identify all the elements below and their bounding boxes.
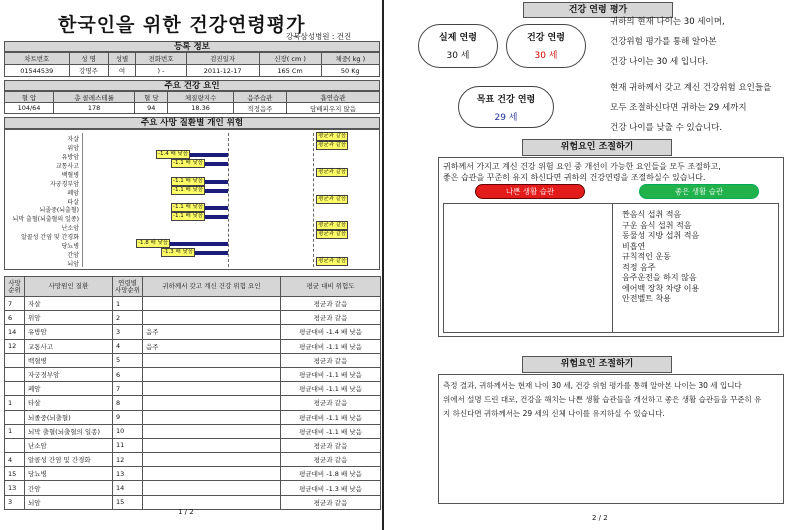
- mortality-cell: 13: [113, 467, 143, 481]
- mortality-column-header: 귀하께서 갖고 계신 건강 위험 요인: [143, 277, 281, 297]
- mortality-row: [5, 382, 381, 396]
- summary-line: 모두 조절하신다면 귀하는 29 세까지: [610, 103, 747, 113]
- mortality-cell: 간암: [25, 481, 113, 495]
- report-page-1: [0, 0, 384, 530]
- health-factor-value: 178: [54, 103, 135, 114]
- mortality-cell: [5, 382, 25, 396]
- health-factor-value: 적정음주: [233, 103, 286, 114]
- registration-value: 2011-12-17: [186, 65, 259, 77]
- mortality-cell: [143, 297, 281, 311]
- registration-value: ) -: [136, 65, 186, 77]
- good-habit-list: [622, 210, 699, 305]
- result-line: 측정 결과, 귀하께서는 현재 나이 30 세, 건강 위험 평가를 통해 알아본 나이는 30 세 입니다: [443, 381, 742, 390]
- chart-value-label: -1.1 배 낮음: [173, 177, 204, 184]
- chart-value-label: -1.1 배 낮음: [173, 213, 204, 220]
- chart-value-label: -1.4 배 낮음: [158, 150, 189, 157]
- mortality-cell: [143, 396, 281, 410]
- mortality-row: [5, 467, 381, 481]
- chart-disease-label: 자살: [67, 136, 79, 143]
- result-line: 지 하신다면 귀하께서는 29 세의 신체 나이를 유지하실 수 있습니다.: [443, 409, 665, 418]
- registration-column-header: 성 명: [69, 53, 108, 65]
- mortality-cell: 음주: [143, 339, 281, 353]
- registration-value: 여: [108, 65, 136, 77]
- chart-disease-label: 난소암: [61, 225, 79, 233]
- age-summary: [610, 12, 788, 72]
- mortality-cell: 평균과 같음: [281, 311, 381, 325]
- mortality-row: [5, 353, 381, 367]
- chart-value-label: 평균과 같음: [318, 231, 347, 238]
- mortality-cell: 평균대비 -1.3 배 낮음: [281, 481, 381, 495]
- good-habit-item: 비흡연: [622, 241, 646, 251]
- health-factors-header: 주요 건강 요인: [4, 80, 380, 91]
- mortality-cell: [143, 495, 281, 509]
- mortality-cell: 평균대비 -1.1 배 낮음: [281, 382, 381, 396]
- control-text-2: 좋은 습관을 꾸준히 유지 하신다면 귀하의 건강연령을 조절하실수 있습니다.: [443, 173, 706, 182]
- mortality-column-header: 사망원인 질환: [25, 277, 113, 297]
- mortality-cell: 자궁경부암: [25, 367, 113, 381]
- chart-disease-label: 당뇨병: [61, 243, 79, 251]
- registration-column-header: 성별: [108, 53, 136, 65]
- health-factor-header: 혈 당: [135, 92, 168, 103]
- mortality-cell: 교통사고: [25, 339, 113, 353]
- result-text: [443, 379, 781, 421]
- health-factor-value: 담배피우지 않음: [287, 103, 380, 114]
- mortality-cell: [143, 353, 281, 367]
- chart-value-label: 평균과 같음: [318, 141, 347, 148]
- summary-line: 귀하의 현재 나이는 30 세이며,: [610, 17, 725, 27]
- actual-age-label: 실제 연령: [439, 33, 477, 43]
- mortality-row: [5, 424, 381, 438]
- mortality-cell: 1: [5, 396, 25, 410]
- chart-disease-label: 교통사고: [55, 162, 79, 170]
- mortality-row: [5, 325, 381, 339]
- result-header: 위험요인 조절하기: [522, 356, 672, 373]
- mortality-cell: 평균과 같음: [281, 495, 381, 509]
- bad-habit-button[interactable]: 나쁜 생활 습관: [475, 184, 585, 199]
- mortality-cell: 15: [113, 495, 143, 509]
- mortality-cell: 4: [113, 339, 143, 353]
- chart-value-label: -1.3 배 낮음: [163, 249, 194, 256]
- health-age-label: 건강 연령: [527, 33, 565, 43]
- chart-disease-label: 위암: [67, 144, 79, 152]
- mortality-cell: [5, 438, 25, 452]
- mortality-cell: 평균대비 -1.1 배 낮음: [281, 410, 381, 424]
- chart-zero-line: [228, 133, 229, 267]
- health-factor-header: 흡연습관: [287, 92, 380, 103]
- registration-column-header: 신장( cm ): [259, 53, 321, 65]
- chart-disease-label: 뇌졸중(뇌출혈): [39, 207, 79, 215]
- mortality-cell: 평균대비 -1.1 배 낮음: [281, 367, 381, 381]
- mortality-cell: [143, 438, 281, 452]
- habit-columns: [443, 203, 779, 333]
- result-line: 위에서 설명 드린 대로, 건강을 해치는 나쁜 생활 습관들을 개선하고 좋은 생활 습관들을 꾸준히 유: [443, 395, 762, 404]
- mortality-column-header: 평균 대비 위험도: [281, 277, 381, 297]
- good-habit-item: 구운 음식 섭취 적음: [622, 220, 692, 230]
- risk-chart-plot: [82, 133, 347, 267]
- mortality-cell: [143, 410, 281, 424]
- good-habit-item: 적정 음주: [622, 262, 656, 272]
- chart-disease-label: 유방암: [61, 153, 79, 161]
- chart-value-label: 평균과 같음: [318, 222, 347, 229]
- registration-value: 50 Kg: [321, 65, 379, 77]
- mortality-row: [5, 339, 381, 353]
- mortality-cell: 알콜성 간염 및 간경화: [25, 453, 113, 467]
- chart-disease-label: 백혈병: [61, 171, 79, 179]
- registration-column-header: 검진일자: [186, 53, 259, 65]
- mortality-cell: 6: [5, 311, 25, 325]
- mortality-cell: [143, 311, 281, 325]
- health-factor-value: 18.36: [168, 103, 233, 114]
- chart-value-label: -1.1 배 낮음: [173, 186, 204, 193]
- mortality-cell: 14: [113, 481, 143, 495]
- target-age-value: 29 세: [494, 113, 518, 123]
- risk-chart-header: 주요 사망 질환별 개인 위험: [4, 117, 380, 129]
- mortality-cell: 14: [5, 325, 25, 339]
- mortality-cell: 뇌암: [25, 495, 113, 509]
- mortality-cell: 12: [113, 453, 143, 467]
- page-number-1: 1 / 2: [178, 508, 194, 516]
- report-page-2: [398, 0, 788, 530]
- mortality-row: [5, 396, 381, 410]
- mortality-cell: 자살: [25, 297, 113, 311]
- mortality-cell: 5: [113, 353, 143, 367]
- health-age-pill: [506, 24, 586, 68]
- mortality-cell: 평균과 같음: [281, 353, 381, 367]
- chart-value-label: 평균과 같음: [318, 133, 347, 139]
- risk-chart: [4, 129, 380, 270]
- chart-disease-label: 폐암: [67, 189, 79, 197]
- chart-value-label: 평균과 같음: [318, 258, 347, 265]
- mortality-cell: 백혈병: [25, 353, 113, 367]
- age-summary-2: [610, 78, 788, 138]
- health-age-header: 건강 연령 평가: [523, 2, 673, 18]
- health-factor-header: 총 콜레스테롤: [54, 92, 135, 103]
- mortality-row: [5, 367, 381, 381]
- chart-value-label: 평균과 같음: [318, 168, 347, 175]
- mortality-cell: 평균과 같음: [281, 396, 381, 410]
- chart-right-line: [313, 133, 314, 267]
- chart-disease-label: 간암: [67, 252, 79, 260]
- mortality-cell: 유방암: [25, 325, 113, 339]
- good-habit-item: 동물성 지방 섭취 적음: [622, 231, 700, 240]
- good-habit-button[interactable]: 좋은 생활 습관: [639, 184, 759, 199]
- mortality-cell: [5, 410, 25, 424]
- mortality-row: [5, 297, 381, 311]
- mortality-cell: 10: [113, 424, 143, 438]
- good-habit-item: 규칙적인 운동: [622, 252, 671, 261]
- mortality-cell: 12: [5, 339, 25, 353]
- good-habit-item: 안전벨트 착용: [622, 294, 671, 303]
- good-habit-item: 음주운전을 하지 않음: [622, 273, 697, 282]
- health-age-value: 30 세: [534, 51, 558, 61]
- chart-value-label: 평균과 같음: [318, 195, 347, 202]
- page-number-2: 2 / 2: [592, 514, 608, 522]
- mortality-cell: 평균대비 -1.8 배 낮음: [281, 467, 381, 481]
- mortality-cell: 9: [113, 410, 143, 424]
- mortality-cell: [143, 453, 281, 467]
- registration-header: 등록 정보: [4, 41, 380, 52]
- mortality-cell: 뇌막 출혈(뇌출혈의 일종): [25, 424, 113, 438]
- mortality-cell: 뇌졸중(뇌출혈): [25, 410, 113, 424]
- mortality-cell: 타살: [25, 396, 113, 410]
- mortality-cell: 평균과 같음: [281, 453, 381, 467]
- mortality-cell: 4: [5, 453, 25, 467]
- habit-divider: [612, 204, 613, 332]
- summary-line: 건강위험 평가를 통해 알아본: [610, 37, 717, 47]
- summary-line: 건강 나이를 낮출 수 있습니다.: [610, 123, 723, 133]
- mortality-column-header: 연령별 사망순위: [113, 277, 143, 297]
- mortality-cell: 폐암: [25, 382, 113, 396]
- mortality-cell: 당뇨병: [25, 467, 113, 481]
- chart-disease-label: 타살: [67, 198, 79, 206]
- mortality-cell: [143, 481, 281, 495]
- actual-age-value: 30 세: [446, 51, 470, 61]
- mortality-cell: 7: [5, 297, 25, 311]
- mortality-row: [5, 481, 381, 495]
- registration-value: 강명주: [69, 65, 108, 77]
- mortality-cell: 7: [113, 382, 143, 396]
- mortality-cell: 평균과 같음: [281, 438, 381, 452]
- report-title: 한국인을 위한 건강연령평가: [58, 14, 306, 36]
- summary-line: 건강 나이는 30 세 입니다.: [610, 57, 709, 67]
- health-factor-header: 혈 압: [5, 92, 54, 103]
- result-section: [438, 374, 784, 504]
- mortality-cell: 위암: [25, 311, 113, 325]
- mortality-cell: 3: [113, 325, 143, 339]
- mortality-cell: 11: [113, 438, 143, 452]
- mortality-cell: 2: [113, 311, 143, 325]
- registration-column-header: 차트번호: [5, 53, 70, 65]
- chart-disease-label: 뇌암: [67, 261, 79, 269]
- mortality-cell: 난소암: [25, 438, 113, 452]
- actual-age-pill: [418, 24, 498, 68]
- registration-column-header: 체중( kg ): [321, 53, 379, 65]
- mortality-cell: 15: [5, 467, 25, 481]
- mortality-cell: 평균대비 -1.1 배 낮음: [281, 424, 381, 438]
- mortality-cell: 8: [113, 396, 143, 410]
- target-age-pill: [458, 86, 554, 128]
- mortality-cell: [5, 367, 25, 381]
- control-text-1: 귀하께서 가지고 계신 건강 위험 요인 중 개선이 가능한 요인들을 모두 조절하고,: [443, 162, 721, 171]
- chart-value-label: -1.1 배 낮음: [173, 204, 204, 211]
- mortality-cell: 6: [113, 367, 143, 381]
- mortality-cell: 1: [113, 297, 143, 311]
- hospital-name: 강북삼성병원 : 건진: [286, 32, 352, 41]
- mortality-row: [5, 438, 381, 452]
- mortality-cell: 평균대비 -1.1 배 낮음: [281, 339, 381, 353]
- chart-value-label: -1.1 배 낮음: [173, 159, 204, 166]
- mortality-cell: 1: [5, 424, 25, 438]
- health-factors-table: [4, 91, 380, 114]
- good-habit-item: 에어백 장착 차량 이용: [622, 283, 700, 293]
- registration-table: [4, 52, 380, 77]
- health-factor-header: 음주습관: [233, 92, 286, 103]
- chart-disease-label: 알콜성 간염 및 간경화: [21, 234, 79, 242]
- control-header: 위험요인 조절하기: [522, 139, 672, 156]
- mortality-cell: 3: [5, 495, 25, 509]
- mortality-cell: [5, 353, 25, 367]
- target-age-label: 목표 건강 연령: [476, 95, 536, 105]
- mortality-row: [5, 410, 381, 424]
- summary-line: 현재 귀하께서 갖고 계신 건강위험 요인들을: [610, 83, 772, 93]
- chart-value-label: -1.8 배 낮음: [138, 240, 169, 247]
- chart-disease-label: 자궁경부암: [50, 180, 79, 188]
- mortality-cell: [143, 467, 281, 481]
- mortality-cell: 평균과 같음: [281, 297, 381, 311]
- registration-value: 01544539: [5, 65, 70, 77]
- mortality-column-header: 사망 순위: [5, 277, 25, 297]
- mortality-cell: [143, 367, 281, 381]
- chart-disease-label: 뇌막 출혈(뇌출혈의 일종): [12, 216, 79, 224]
- mortality-cell: [143, 424, 281, 438]
- health-factor-value: 104/64: [5, 103, 54, 114]
- registration-column-header: 전화번호: [136, 53, 186, 65]
- registration-value: 165 Cm: [259, 65, 321, 77]
- mortality-cell: 음주: [143, 325, 281, 339]
- mortality-row: [5, 311, 381, 325]
- control-section: [438, 157, 784, 337]
- mortality-row: [5, 453, 381, 467]
- health-factor-value: 94: [135, 103, 168, 114]
- mortality-table: [4, 276, 381, 510]
- mortality-cell: 평균대비 -1.4 배 낮음: [281, 325, 381, 339]
- health-factor-header: 체질량지수: [168, 92, 233, 103]
- good-habit-item: 짠음식 섭취 적음: [622, 210, 682, 219]
- mortality-cell: [143, 382, 281, 396]
- mortality-cell: 13: [5, 481, 25, 495]
